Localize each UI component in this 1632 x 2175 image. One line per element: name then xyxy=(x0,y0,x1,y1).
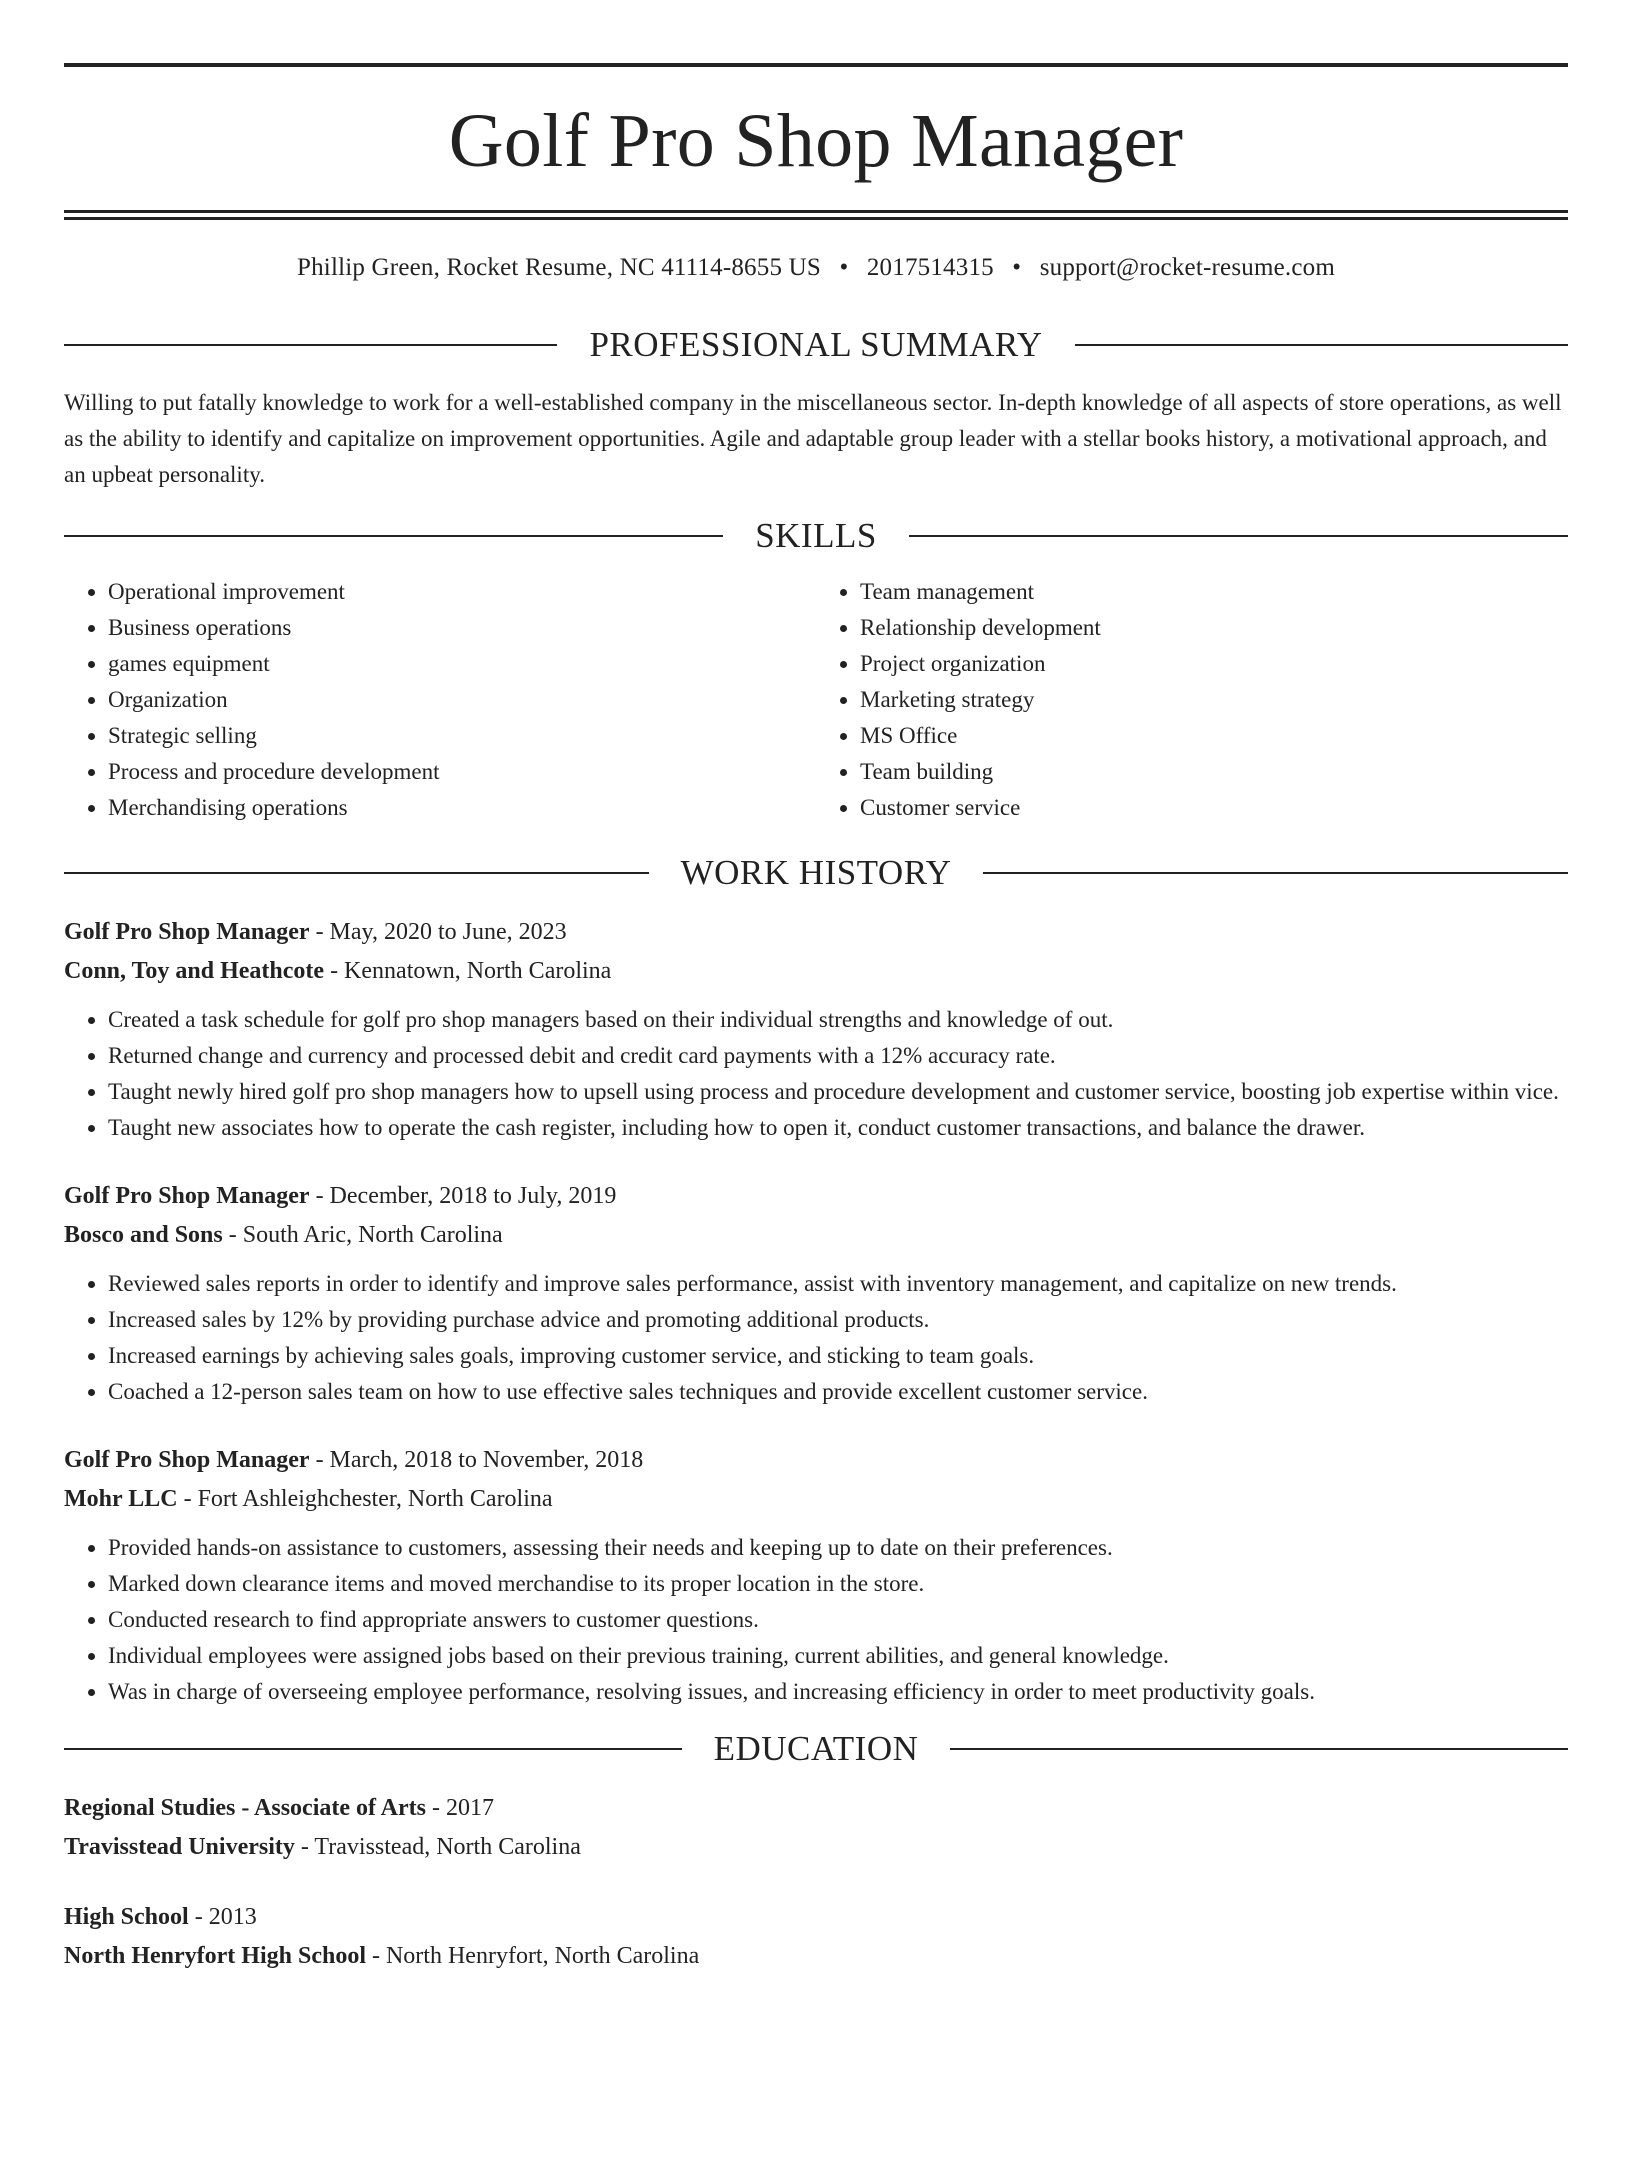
heading-rule-right xyxy=(1075,344,1568,346)
skill-item: • Project organization xyxy=(860,646,1568,682)
job-bullet: • Taught new associates how to operate the cash register, including how to open it, conduct customer transactions, and balance the drawer. xyxy=(108,1110,1568,1146)
education-entry xyxy=(64,1898,1568,1976)
job-bullet: • Conducted research to find appropriate answers to customer questions. xyxy=(108,1602,1568,1638)
job-bullet: • Increased earnings by achieving sales goals, improving customer service, and sticking to team goals. xyxy=(108,1338,1568,1374)
job-location: - Fort Ashleighchester, North Carolina xyxy=(177,1486,553,1512)
education-school-line xyxy=(64,1937,1568,1976)
job-bullet: • Individual employees were assigned jobs based on their previous training, current abilities, and general knowledge. xyxy=(108,1638,1568,1674)
job-company: Conn, Toy and Heathcote xyxy=(64,958,325,984)
education-location: - Travisstead, North Carolina xyxy=(294,1834,581,1860)
education-degree: Regional Studies - Associate of Arts xyxy=(64,1795,426,1821)
job-bullet: • Was in charge of overseeing employee performance, resolving issues, and increasing efficiency in order to meet productivity goals. xyxy=(108,1674,1568,1710)
heading-rule-right xyxy=(909,535,1568,537)
resume-title: Golf Pro Shop Manager xyxy=(448,99,1184,183)
job-title: Golf Pro Shop Manager xyxy=(64,919,310,945)
job-bullet: • Returned change and currency and processed debit and credit card payments with a 12% accuracy rate. xyxy=(108,1038,1568,1074)
skill-item: • MS Office xyxy=(860,718,1568,754)
education-heading xyxy=(64,1729,1568,1769)
job-location: - Kennatown, North Carolina xyxy=(324,958,612,984)
education-year: - 2017 xyxy=(426,1795,494,1821)
education-degree-line xyxy=(64,1789,1568,1828)
skill-item: • Team management xyxy=(860,574,1568,610)
job-title: Golf Pro Shop Manager xyxy=(64,1183,310,1209)
skills-heading-text: SKILLS xyxy=(755,516,877,555)
job-bullet: • Provided hands-on assistance to customers, assessing their needs and keeping up to date on their preferences. xyxy=(108,1530,1568,1566)
skills-column-right xyxy=(816,574,1568,826)
job-entry xyxy=(64,913,1568,1146)
job-location: - South Aric, North Carolina xyxy=(222,1222,503,1248)
job-bullet: • Taught newly hired golf pro shop managers how to upsell using process and procedure development and customer service, boosting job expertise within vice. xyxy=(108,1074,1568,1110)
skill-item: • Relationship development xyxy=(860,610,1568,646)
education-year: - 2013 xyxy=(188,1904,257,1930)
job-bullet: • Increased sales by 12% by providing purchase advice and promoting additional products. xyxy=(108,1302,1568,1338)
summary-text: Willing to put fatally knowledge to work for a well-established company in the miscellaneous sector. In-depth knowledge of all aspects of store operations, as well as the ability to identify and capitalize on improvement opportunities. Agile and adaptable group leader with a stellar books history, a motivational approach, and an upbeat personality. xyxy=(64,390,1562,487)
job-bullet: • Coached a 12-person sales team on how to use effective sales techniques and provide excellent customer service. xyxy=(108,1374,1568,1410)
heading-rule-right xyxy=(950,1748,1568,1750)
heading-rule-right xyxy=(983,872,1568,874)
work-history-heading-text: WORK HISTORY xyxy=(680,853,952,892)
education-entry xyxy=(64,1789,1568,1867)
contact-separator: • xyxy=(839,254,849,281)
contact-line xyxy=(64,251,1568,285)
skills-heading xyxy=(64,516,1568,556)
summary-heading xyxy=(64,325,1568,365)
skill-item: • games equipment xyxy=(108,646,816,682)
job-entry xyxy=(64,1177,1568,1410)
heading-rule-left xyxy=(64,1748,682,1750)
skill-item: • Business operations xyxy=(108,610,816,646)
heading-rule-left xyxy=(64,872,649,874)
skill-item: • Customer service xyxy=(860,790,1568,826)
title-double-rule xyxy=(64,210,1568,220)
job-title: Golf Pro Shop Manager xyxy=(64,1447,310,1473)
job-dates: - May, 2020 to June, 2023 xyxy=(309,919,567,945)
contact-separator: • xyxy=(1012,254,1022,281)
education-heading-text: EDUCATION xyxy=(713,1729,919,1768)
skill-item: • Merchandising operations xyxy=(108,790,816,826)
skill-item: • Marketing strategy xyxy=(860,682,1568,718)
job-bullets xyxy=(64,1002,1568,1146)
job-bullet: • Reviewed sales reports in order to identify and improve sales performance, assist with inventory management, and capitalize on new trends. xyxy=(108,1266,1568,1302)
job-title-line xyxy=(64,1177,1568,1216)
job-company-line xyxy=(64,1480,1568,1519)
skill-item: • Process and procedure development xyxy=(108,754,816,790)
skills-list xyxy=(64,574,1568,826)
education-school-line xyxy=(64,1828,1568,1867)
job-title-line xyxy=(64,913,1568,952)
job-company: Bosco and Sons xyxy=(64,1222,223,1248)
job-company-line xyxy=(64,952,1568,991)
contact-phone[interactable]: 2017514315 xyxy=(866,254,994,281)
job-title-line xyxy=(64,1441,1568,1480)
skill-item: • Organization xyxy=(108,682,816,718)
job-bullet: • Created a task schedule for golf pro shop managers based on their individual strengths and knowledge of out. xyxy=(108,1002,1568,1038)
job-bullets xyxy=(64,1530,1568,1710)
job-bullet: • Marked down clearance items and moved merchandise to its proper location in the store. xyxy=(108,1566,1568,1602)
job-company-line xyxy=(64,1216,1568,1255)
education-school: Travisstead University xyxy=(64,1834,295,1860)
education-degree: High School xyxy=(64,1904,189,1930)
skills-column-left xyxy=(64,574,816,826)
work-history-heading xyxy=(64,853,1568,893)
job-company: Mohr LLC xyxy=(64,1486,178,1512)
skill-item: • Strategic selling xyxy=(108,718,816,754)
contact-address: Phillip Green, Rocket Resume, NC 41114-8655 US xyxy=(297,254,821,281)
education-location: - North Henryfort, North Carolina xyxy=(365,1943,700,1969)
skill-item: • Team building xyxy=(860,754,1568,790)
resume-page xyxy=(0,63,1632,2175)
heading-rule-left xyxy=(64,535,723,537)
job-dates: - March, 2018 to November, 2018 xyxy=(309,1447,644,1473)
skill-item: • Operational improvement xyxy=(108,574,816,610)
summary-heading-text: PROFESSIONAL SUMMARY xyxy=(589,325,1043,364)
top-rule xyxy=(64,63,1568,67)
education-degree-line xyxy=(64,1898,1568,1937)
contact-email[interactable]: support@rocket-resume.com xyxy=(1039,254,1335,281)
education-school: North Henryfort High School xyxy=(64,1943,366,1969)
job-bullets xyxy=(64,1266,1568,1410)
heading-rule-left xyxy=(64,344,557,346)
job-dates: - December, 2018 to July, 2019 xyxy=(309,1183,617,1209)
job-entry xyxy=(64,1441,1568,1710)
